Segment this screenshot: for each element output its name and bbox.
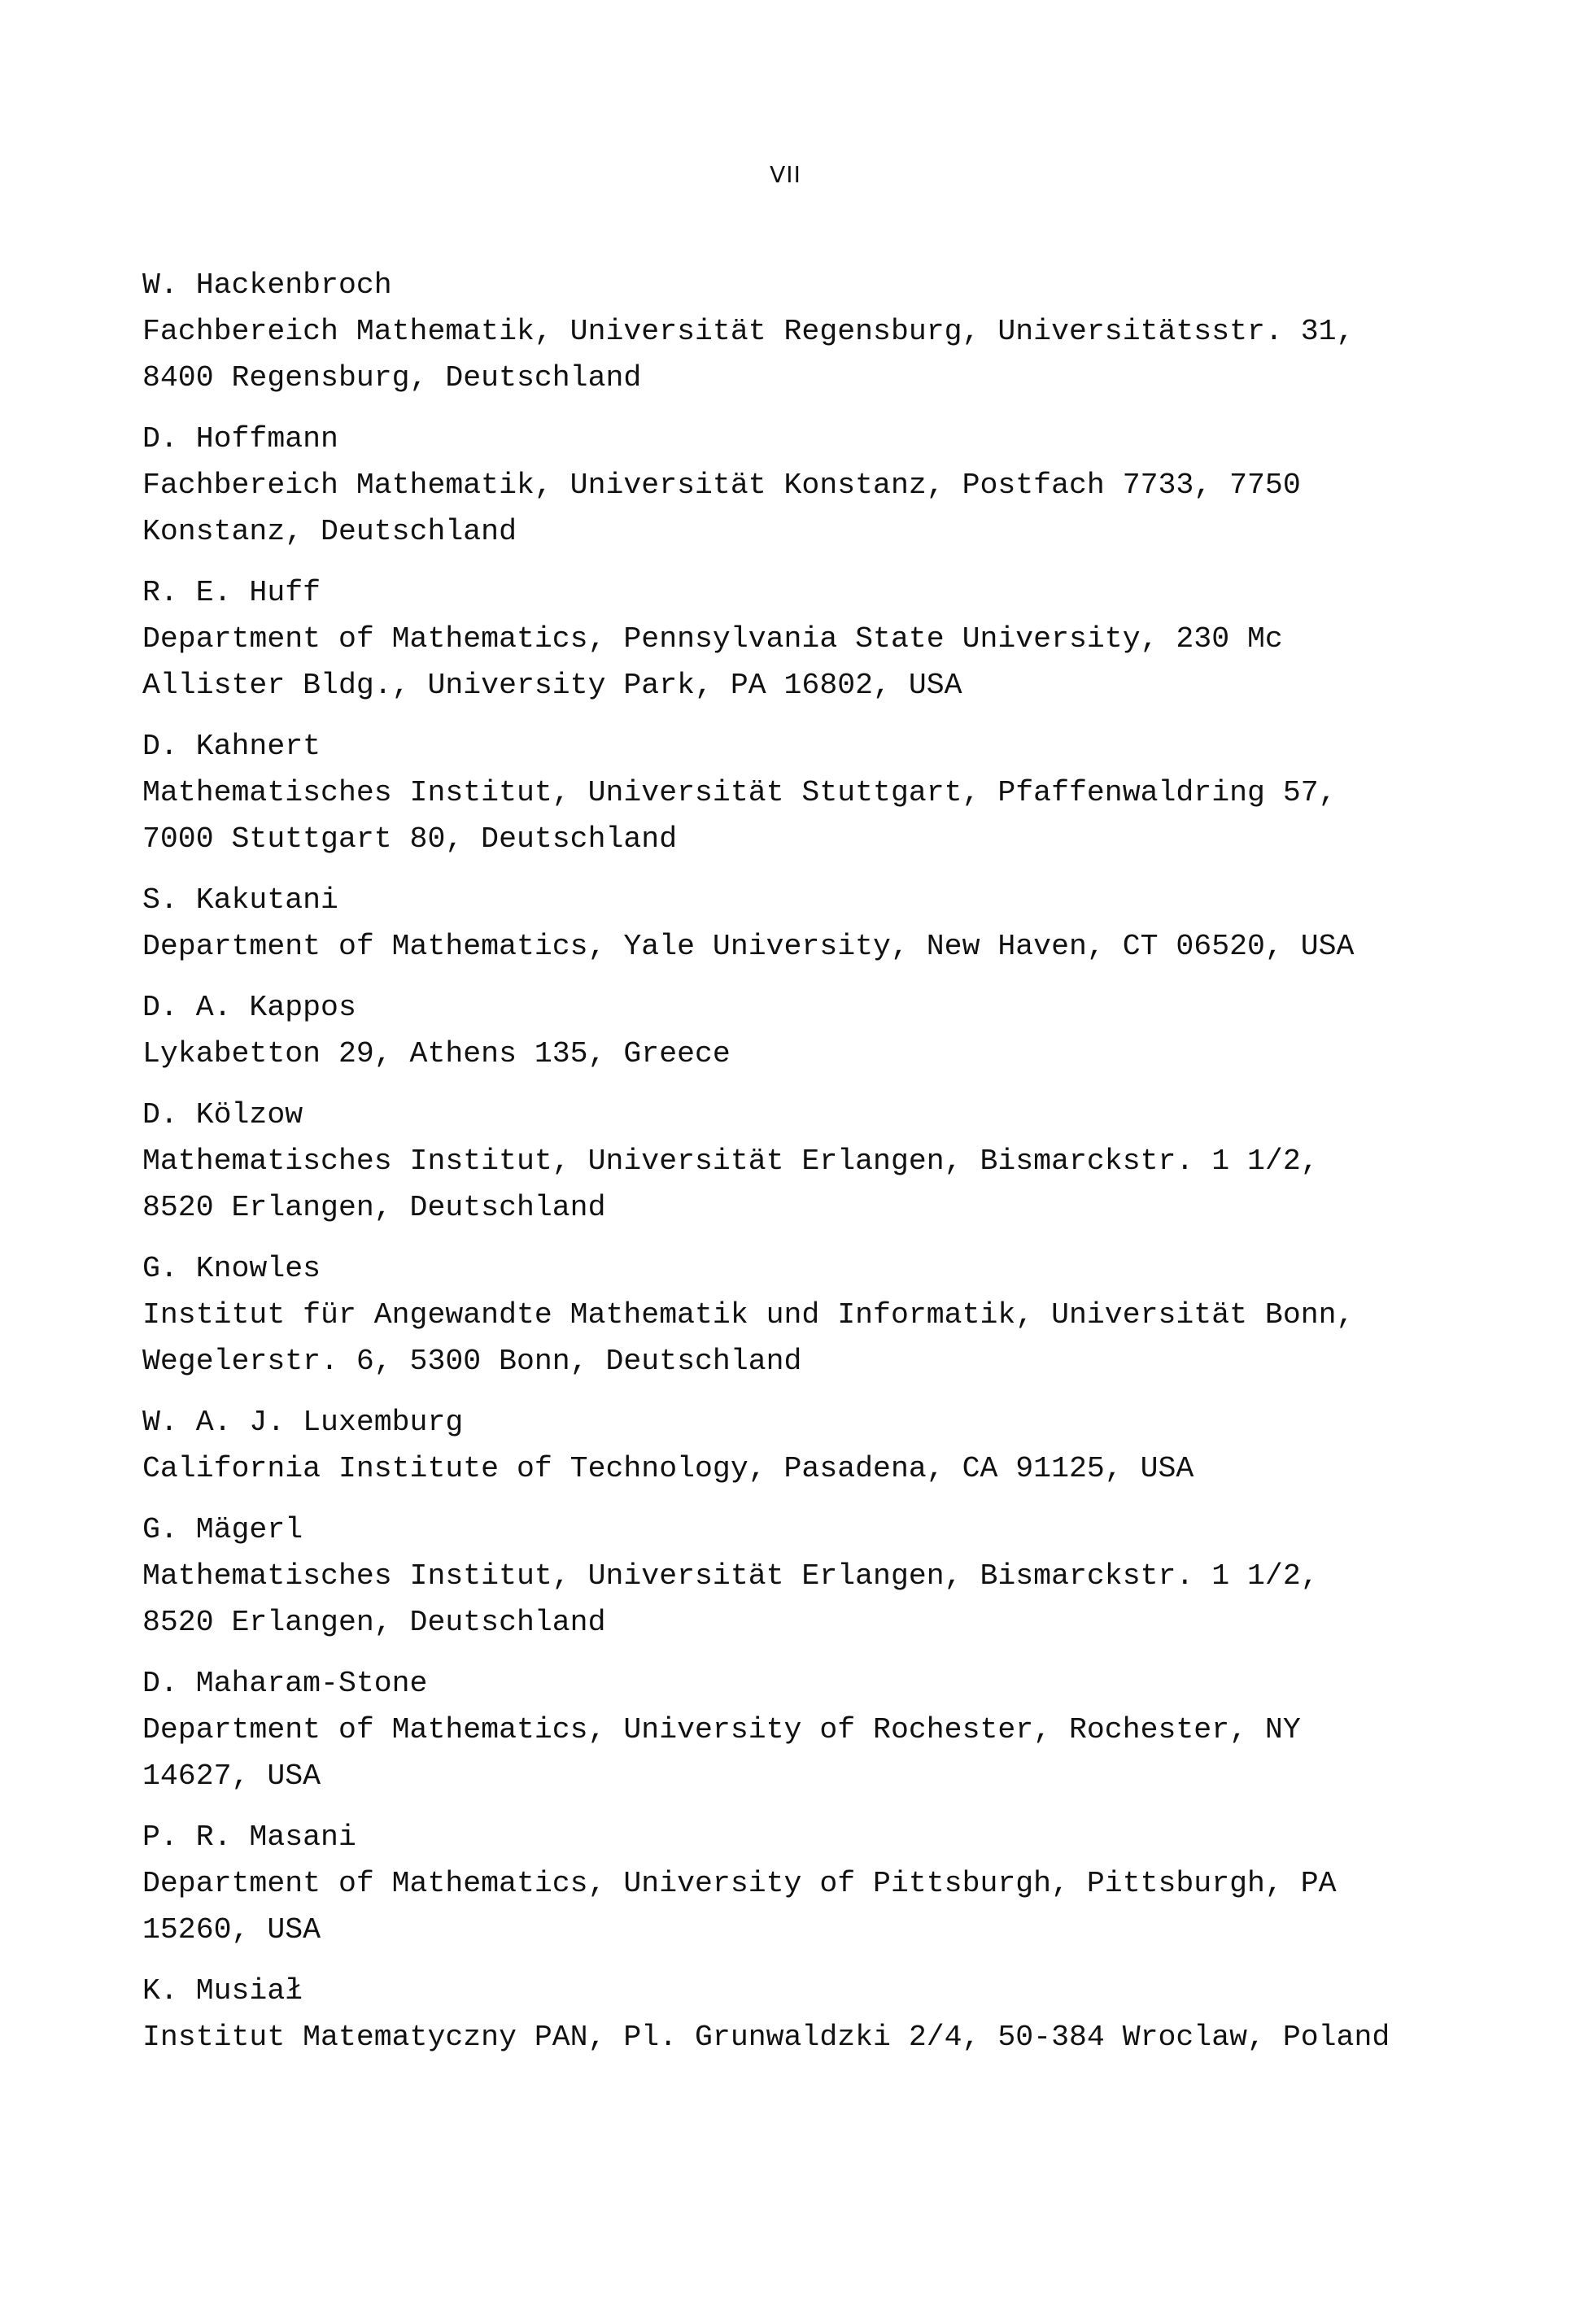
address-line: 7000 Stuttgart 80, Deutschland (142, 822, 678, 856)
address-entry (142, 1506, 1542, 1646)
address-line: Lykabetton 29, Athens 135, Greece (142, 1037, 731, 1070)
address-line: California Institute of Technology, Pasadena, CA 91125, USA (142, 1452, 1194, 1485)
address-line: Department of Mathematics, University of Pittsburgh, Pittsburgh, PA (142, 1867, 1337, 1900)
address-entry (142, 1660, 1542, 1799)
author-name: D. Kölzow (142, 1098, 303, 1131)
author-name: D. Kahnert (142, 730, 321, 763)
author-name: D. Maharam-Stone (142, 1667, 428, 1700)
author-name: D. Hoffmann (142, 422, 338, 456)
address-line: Fachbereich Mathematik, Universität Konstanz, Postfach 7733, 7750 (142, 469, 1301, 502)
author-name: D. A. Kappos (142, 991, 356, 1024)
address-line: Department of Mathematics, Yale University, New Haven, CT 06520, USA (142, 930, 1355, 963)
address-line: Mathematisches Institut, Universität Stuttgart, Pfaffenwaldring 57, (142, 776, 1337, 809)
address-entry (142, 984, 1542, 1077)
page-number: VII (770, 161, 801, 188)
author-name: G. Knowles (142, 1252, 321, 1285)
address-line: 8520 Erlangen, Deutschland (142, 1606, 606, 1639)
address-line: Wegelerstr. 6, 5300 Bonn, Deutschland (142, 1345, 802, 1378)
address-list (142, 262, 1542, 2075)
address-entry (142, 1399, 1542, 1492)
author-name: S. Kakutani (142, 883, 338, 917)
author-name: G. Mägerl (142, 1513, 303, 1546)
author-name: W. A. J. Luxemburg (142, 1406, 464, 1439)
address-entry (142, 1968, 1542, 2060)
address-entry (142, 1245, 1542, 1384)
address-line: 15260, USA (142, 1913, 321, 1947)
address-line: 14627, USA (142, 1759, 321, 1793)
address-line: Institut Matematyczny PAN, Pl. Grunwaldzki 2/4, 50-384 Wroclaw, Poland (142, 2021, 1390, 2054)
address-line: Mathematisches Institut, Universität Erlangen, Bismarckstr. 1 1/2, (142, 1145, 1319, 1178)
address-entry (142, 262, 1542, 401)
address-line: Konstanz, Deutschland (142, 515, 517, 548)
address-line: Fachbereich Mathematik, Universität Regensburg, Universitätsstr. 31, (142, 315, 1355, 348)
author-name: P. R. Masani (142, 1820, 356, 1854)
address-entry (142, 723, 1542, 862)
address-line: 8520 Erlangen, Deutschland (142, 1191, 606, 1224)
address-line: Institut für Angewandte Mathematik und Informatik, Universität Bonn, (142, 1298, 1355, 1332)
address-entry (142, 1814, 1542, 1953)
address-line: Mathematisches Institut, Universität Erlangen, Bismarckstr. 1 1/2, (142, 1559, 1319, 1593)
address-line: 8400 Regensburg, Deutschland (142, 361, 642, 395)
address-line: Allister Bldg., University Park, PA 16802, USA (142, 669, 962, 702)
address-entry (142, 1092, 1542, 1231)
address-entry (142, 569, 1542, 709)
address-line: Department of Mathematics, University of Rochester, Rochester, NY (142, 1713, 1301, 1746)
address-entry (142, 416, 1542, 555)
author-name: K. Musiał (142, 1974, 303, 2008)
author-name: R. E. Huff (142, 576, 321, 609)
author-name: W. Hackenbroch (142, 268, 392, 302)
address-line: Department of Mathematics, Pennsylvania State University, 230 Mc (142, 622, 1283, 656)
address-entry (142, 877, 1542, 970)
